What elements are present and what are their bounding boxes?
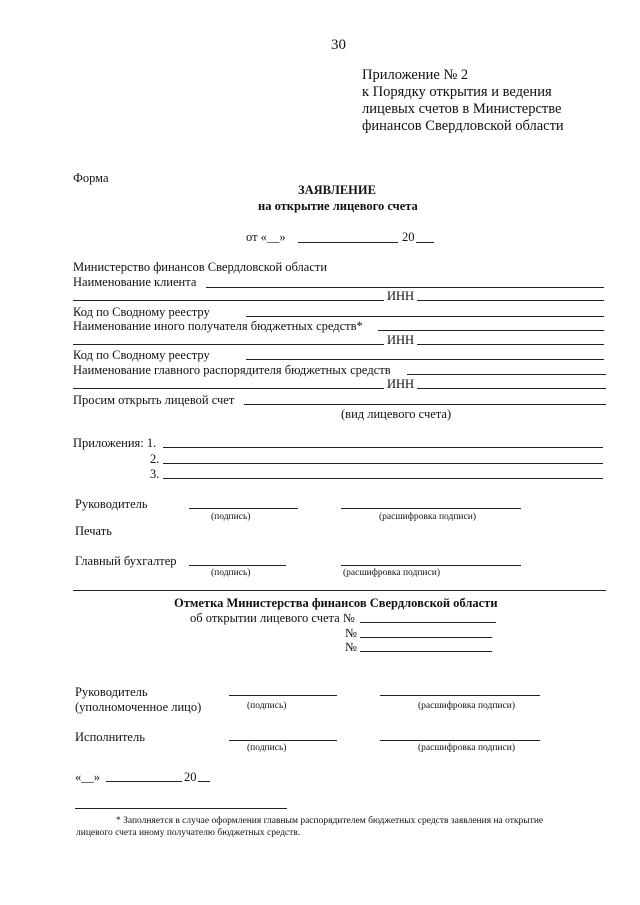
inn-field[interactable] <box>417 344 604 345</box>
svodny-code-field[interactable] <box>246 316 604 317</box>
main-manager-label: Наименование главного распорядителя бюджетных средств <box>73 363 391 377</box>
account-type-hint: (вид лицевого счета) <box>341 407 452 421</box>
appendix-header <box>362 67 564 135</box>
chief-accountant-label: Главный бухгалтер <box>75 554 177 568</box>
date-month-line[interactable] <box>298 242 398 243</box>
document-title: ЗАЯВЛЕНИЕ <box>298 183 376 197</box>
decode-hint: (расшифровка подписи) <box>418 701 515 711</box>
page-number: 30 <box>331 37 346 53</box>
number-label: № <box>345 640 357 654</box>
other-recipient-field-continued[interactable] <box>73 344 384 345</box>
head-decode-field[interactable] <box>341 508 521 509</box>
bottom-head-signature-field[interactable] <box>229 695 337 696</box>
account-number-field-3[interactable] <box>360 651 492 652</box>
ministry-name: Министерство финансов Свердловской области <box>73 260 328 274</box>
main-manager-field-continued[interactable] <box>73 388 384 389</box>
appendix-line: к Порядку открытия и ведения <box>362 84 552 100</box>
date-year-line[interactable] <box>416 242 434 243</box>
svodny-code-label: Код по Сводному реестру <box>73 348 210 362</box>
bottom-date-year-field[interactable] <box>198 781 210 782</box>
signature-hint: (подпись) <box>247 701 287 711</box>
inn-label: ИНН <box>387 377 415 391</box>
inn-label: ИНН <box>387 333 415 347</box>
bottom-head-label: Руководитель <box>75 685 148 699</box>
attachment-3-number: 3. <box>150 467 160 481</box>
executor-decode-field[interactable] <box>380 740 540 741</box>
bottom-date-prefix: «__» <box>75 770 100 784</box>
svodny-code-label: Код по Сводному реестру <box>73 305 210 319</box>
decode-hint: (расшифровка подписи) <box>379 512 476 522</box>
account-number-field[interactable] <box>360 622 496 623</box>
appendix-line: Приложение № 2 <box>362 67 469 83</box>
signature-hint: (подпись) <box>211 568 251 578</box>
footnote <box>76 815 611 839</box>
request-label: Просим открыть лицевой счет <box>73 393 235 407</box>
attachment-3-field[interactable] <box>163 478 603 479</box>
inn-field[interactable] <box>417 300 604 301</box>
attachment-2-field[interactable] <box>163 463 603 464</box>
attachments-label: Приложения: 1. <box>73 436 157 450</box>
head-signature-field[interactable] <box>189 508 298 509</box>
account-opened-label: об открытии лицевого счета № <box>190 611 355 625</box>
account-type-field[interactable] <box>244 404 606 405</box>
client-name-label: Наименование клиента <box>73 275 197 289</box>
account-number-field-2[interactable] <box>360 637 492 638</box>
svodny-code-field[interactable] <box>246 359 604 360</box>
date-prefix: от «__» <box>246 230 286 244</box>
footnote-line: лицевого счета иному получателю бюджетных средств. <box>76 828 301 838</box>
client-name-field-continued[interactable] <box>73 300 384 301</box>
footnote-line: * Заполняется в случае оформления главным распорядителем бюджетных средств заявления на открытие <box>116 816 544 826</box>
section-divider <box>73 590 606 591</box>
other-recipient-field[interactable] <box>378 330 604 331</box>
ministry-mark-title: Отметка Министерства финансов Свердловской области <box>174 596 498 610</box>
chief-accountant-signature-field[interactable] <box>189 565 286 566</box>
bottom-head-decode-field[interactable] <box>380 695 540 696</box>
executor-signature-field[interactable] <box>229 740 337 741</box>
decode-hint: (расшифровка подписи) <box>343 568 440 578</box>
signature-hint: (подпись) <box>247 743 287 753</box>
inn-label: ИНН <box>387 289 415 303</box>
executor-label: Исполнитель <box>75 730 145 744</box>
main-manager-field[interactable] <box>407 374 606 375</box>
decode-hint: (расшифровка подписи) <box>418 743 515 753</box>
footnote-separator <box>75 808 287 809</box>
appendix-line: лицевых счетов в Министерстве <box>362 101 562 117</box>
head-label: Руководитель <box>75 497 148 511</box>
client-name-field[interactable] <box>206 287 604 288</box>
bottom-date-year: 20 <box>184 770 197 784</box>
attachment-2-number: 2. <box>150 452 160 466</box>
signature-hint: (подпись) <box>211 512 251 522</box>
document-subtitle: на открытие лицевого счета <box>258 199 418 213</box>
inn-field[interactable] <box>417 388 606 389</box>
bottom-date-month-field[interactable] <box>106 781 182 782</box>
other-recipient-label: Наименование иного получателя бюджетных средств* <box>73 319 363 333</box>
chief-accountant-decode-field[interactable] <box>341 565 521 566</box>
form-label: Форма <box>73 171 109 185</box>
stamp-label: Печать <box>75 524 112 538</box>
date-year: 20 <box>402 230 415 244</box>
attachment-1-field[interactable] <box>163 447 603 448</box>
appendix-line: финансов Свердловской области <box>362 118 564 134</box>
authorized-person-label: (уполномоченное лицо) <box>75 700 202 714</box>
number-label: № <box>345 626 357 640</box>
